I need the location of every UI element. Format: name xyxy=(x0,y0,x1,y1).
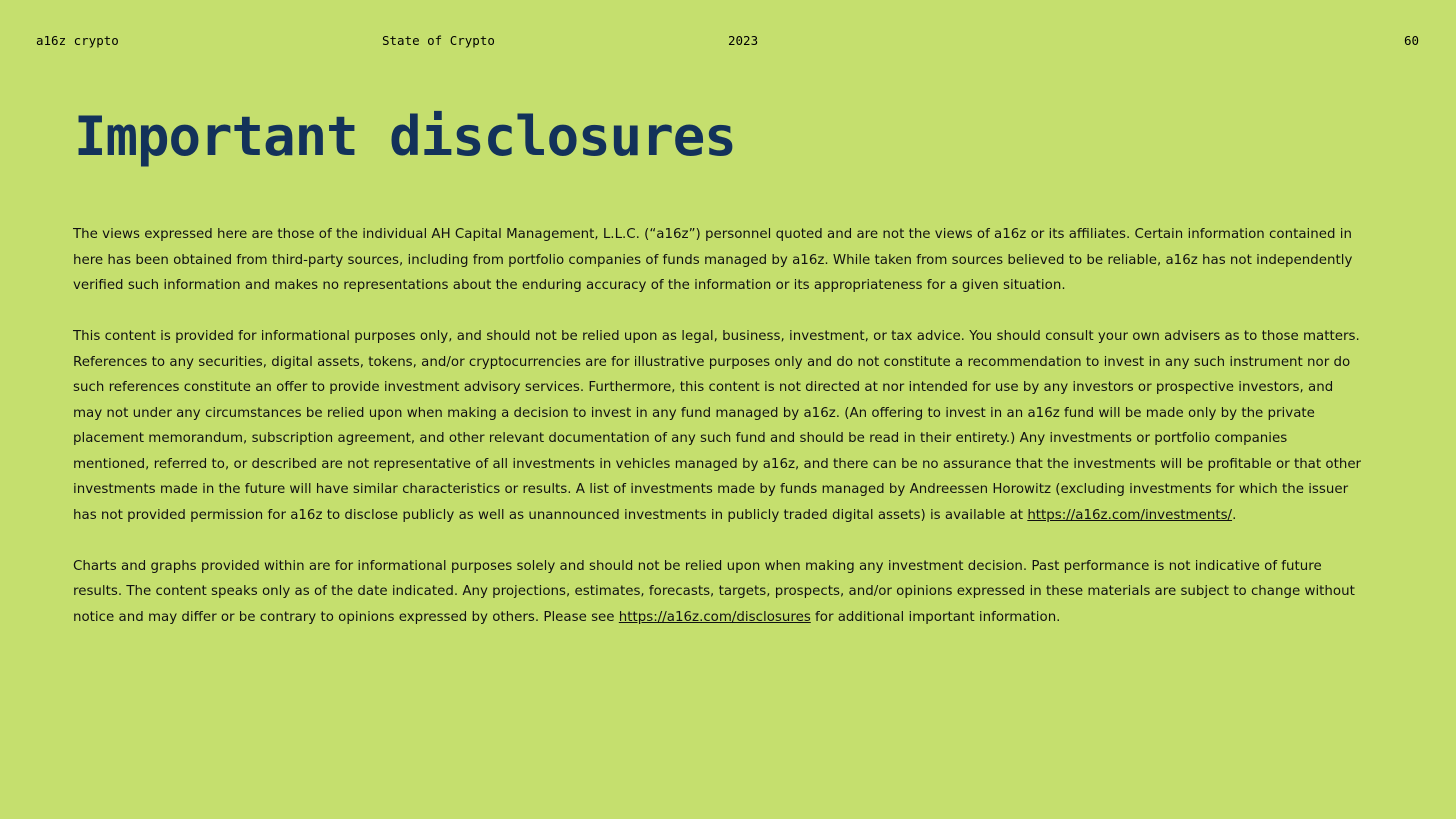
header-brand: a16z crypto xyxy=(36,33,119,48)
disclosures-link[interactable]: https://a16z.com/disclosures xyxy=(618,609,811,625)
investments-link[interactable]: https://a16z.com/investments/ xyxy=(1027,507,1233,523)
disclosure-paragraph-3-end: for additional important information. xyxy=(810,609,1061,625)
header-year: 2023 xyxy=(728,33,759,48)
header-report-title: State of Crypto xyxy=(382,33,495,48)
page-title: Important disclosures xyxy=(74,105,736,168)
disclosure-paragraph-3-text: Charts and graphs provided within are for informational purposes solely and should not be relied upon when making any investment decision. Past performance is not indicative of future results. The content speaks only as of the date indicated. Any projections, estimates, forecasts, targets, prospects, and/or opinions expressed in these materials are subject to change without notice and may differ or be contrary to opinions expressed by others. Please see xyxy=(73,558,1355,625)
disclosure-paragraph-2-text: This content is provided for informational purposes only, and should not be relied upon as legal, business, investment, or tax advice. You should consult your own advisers as to those matters. References to any securities, digital assets, tokens, and/or cryptocurrencies are for illustrative purposes only and do not constitute a recommendation to invest in any such instrument nor do such references constitute an offer to provide investment advisory services. Furthermore, this content is not directed at nor intended for use by any investors or prospective investors, and may not under any circumstances be relied upon when making a decision to invest in any fund managed by a16z. (An offering to invest in an a16z fund will be made only by the private placement memorandum, subscription agreement, and other relevant documentation of any such fund and should be read in their entirety.) Any investments or portfolio companies mentioned, referred to, or described are not representative of all investments in vehicles managed by a16z, and there can be no assurance that the investments will be profitable or that other investments made in the future will have similar characteristics or results. A list of investments made by funds managed by Andreessen Horowitz (excluding investments for which the issuer has not provided permission for a16z to disclose publicly as well as unannounced investments in publicly traded digital assets) is available at xyxy=(73,329,1362,523)
page-number: 60 xyxy=(1403,33,1419,48)
disclosure-paragraph-3 xyxy=(73,554,1363,631)
disclosures-body xyxy=(73,222,1363,656)
disclosure-paragraph-2 xyxy=(73,324,1363,528)
disclosure-paragraph-1: The views expressed here are those of the individual AH Capital Management, L.L.C. (“a16z”) personnel quoted and are not the views of a16z or its affiliates. Certain information contained in here has been obtained from third-party sources, including from portfolio companies of funds managed by a16z. While taken from sources believed to be reliable, a16z has not independently verified such information and makes no representations about the enduring accuracy of the information or its appropriateness for a given situation. xyxy=(73,227,1353,293)
slide-header xyxy=(0,33,1456,49)
disclosure-paragraph-2-end: . xyxy=(1232,507,1237,523)
